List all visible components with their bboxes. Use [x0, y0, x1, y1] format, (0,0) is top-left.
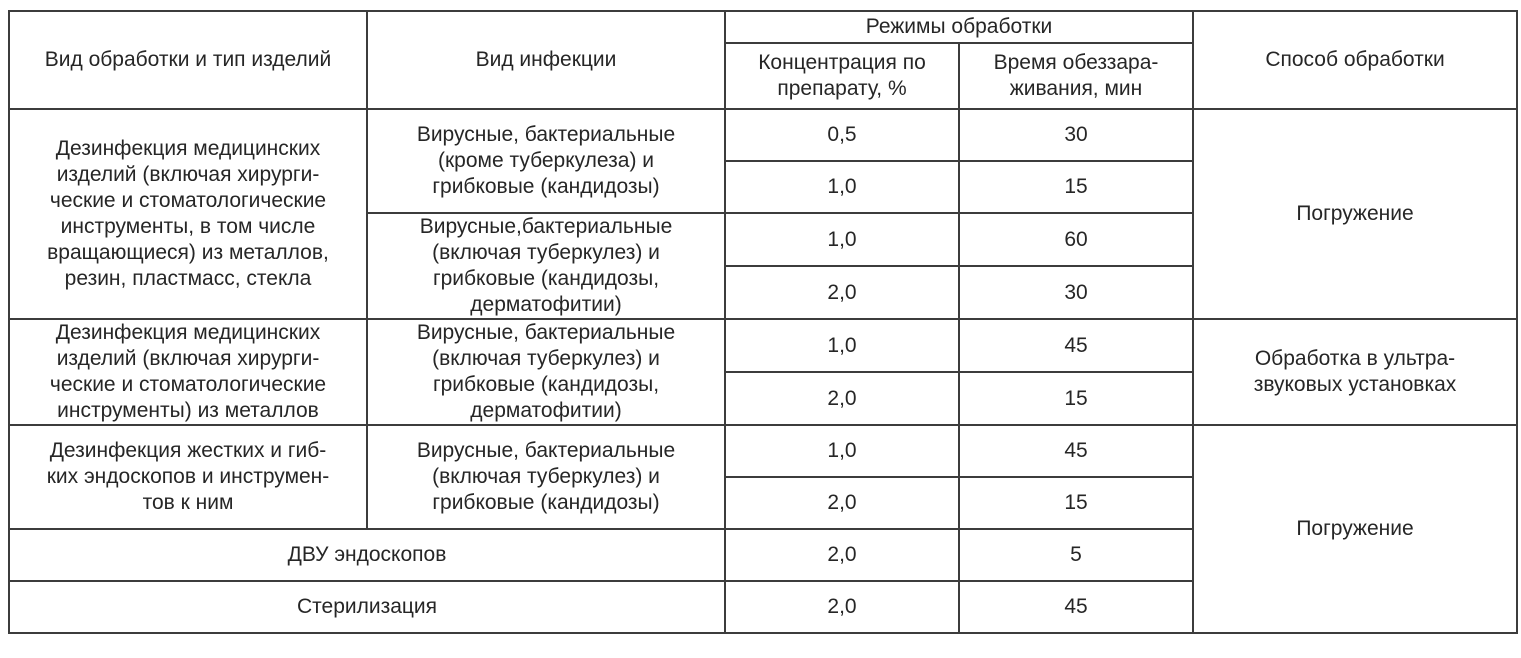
treatment-cell: Дезинфекция медицинских изделий (включая хирурги- ческие и стоматологические инструменты) из металлов [9, 319, 367, 425]
concentration-cell: 2,0 [725, 529, 959, 581]
table-row [9, 109, 1517, 161]
infection-cell: Вирусные, бактериальные (включая туберкулез) и грибковые (кандидозы) [367, 425, 725, 529]
concentration-cell: 1,0 [725, 425, 959, 477]
header-time: Время обеззара- живания, мин [959, 43, 1193, 109]
concentration-cell: 2,0 [725, 372, 959, 425]
disinfection-table [8, 10, 1518, 634]
method-cell: Обработка в ультра- звуковых установках [1193, 319, 1517, 425]
header-concentration: Концентрация по препарату, % [725, 43, 959, 109]
method-cell: Погружение [1193, 109, 1517, 319]
time-cell: 30 [959, 266, 1193, 319]
header-treatment-type: Вид обработки и тип изделий [9, 11, 367, 109]
header-row-1 [9, 11, 1517, 43]
concentration-cell: 1,0 [725, 213, 959, 266]
time-cell: 45 [959, 425, 1193, 477]
time-cell: 15 [959, 477, 1193, 529]
treatment-cell: Дезинфекция жестких и гиб- ких эндоскопов и инструмен- тов к ним [9, 425, 367, 529]
method-cell: Погружение [1193, 425, 1517, 633]
treatment-cell: ДВУ эндоскопов [9, 529, 725, 581]
time-cell: 15 [959, 372, 1193, 425]
concentration-cell: 2,0 [725, 266, 959, 319]
concentration-cell: 2,0 [725, 477, 959, 529]
time-cell: 5 [959, 529, 1193, 581]
table-container [8, 10, 1518, 634]
time-cell: 45 [959, 581, 1193, 633]
time-cell: 60 [959, 213, 1193, 266]
table-row [9, 319, 1517, 372]
infection-cell: Вирусные,бактериальные (включая туберкулез) и грибковые (кандидозы, дерматофитии) [367, 213, 725, 319]
infection-cell: Вирусные, бактериальные (включая туберкулез) и грибковые (кандидозы, дерматофитии) [367, 319, 725, 425]
header-method: Способ обработки [1193, 11, 1517, 109]
header-modes: Режимы обработки [725, 11, 1193, 43]
infection-cell: Вирусные, бактериальные (кроме туберкулеза) и грибковые (кандидозы) [367, 109, 725, 213]
treatment-cell: Дезинфекция медицинских изделий (включая хирурги- ческие и стоматологические инструменты, в том числе вращающиеся) из металлов, резин, пластмасс, стекла [9, 109, 367, 319]
time-cell: 45 [959, 319, 1193, 372]
header-infection-type: Вид инфекции [367, 11, 725, 109]
concentration-cell: 1,0 [725, 161, 959, 213]
time-cell: 30 [959, 109, 1193, 161]
concentration-cell: 1,0 [725, 319, 959, 372]
table-row [9, 425, 1517, 477]
concentration-cell: 0,5 [725, 109, 959, 161]
treatment-cell: Стерилизация [9, 581, 725, 633]
time-cell: 15 [959, 161, 1193, 213]
concentration-cell: 2,0 [725, 581, 959, 633]
